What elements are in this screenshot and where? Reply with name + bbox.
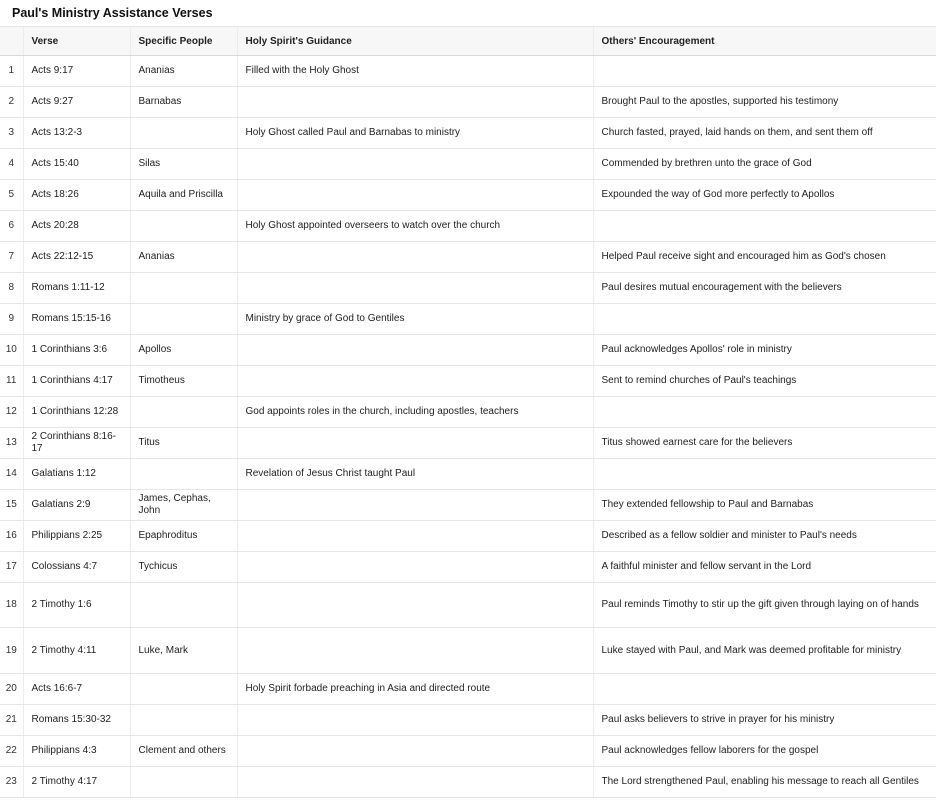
verse-cell[interactable]: 2 Corinthians 8:16-17 bbox=[23, 428, 130, 459]
people-cell[interactable] bbox=[130, 583, 237, 628]
people-cell[interactable]: Epaphroditus bbox=[130, 521, 237, 552]
sheet-title: Paul's Ministry Assistance Verses bbox=[12, 6, 213, 20]
table-row bbox=[0, 397, 936, 428]
guidance-cell[interactable] bbox=[237, 242, 593, 273]
sheet-title-bar bbox=[0, 0, 936, 27]
table-row bbox=[0, 521, 936, 552]
guidance-cell[interactable] bbox=[237, 428, 593, 459]
verse-cell[interactable]: 2 Timothy 4:17 bbox=[23, 767, 130, 798]
verse-cell[interactable]: Romans 1:11-12 bbox=[23, 273, 130, 304]
table-row bbox=[0, 366, 936, 397]
people-cell[interactable]: Barnabas bbox=[130, 87, 237, 118]
verse-cell[interactable]: Acts 16:6-7 bbox=[23, 674, 130, 705]
row-number[interactable]: 17 bbox=[0, 552, 23, 583]
table-row bbox=[0, 211, 936, 242]
guidance-cell[interactable]: Holy Spirit forbade preaching in Asia and directed route bbox=[237, 674, 593, 705]
verse-cell[interactable]: 1 Corinthians 12:28 bbox=[23, 397, 130, 428]
encouragement-cell[interactable]: A faithful minister and fellow servant in the Lord bbox=[593, 552, 936, 583]
people-cell[interactable] bbox=[130, 674, 237, 705]
guidance-cell[interactable] bbox=[237, 335, 593, 366]
guidance-cell[interactable] bbox=[237, 87, 593, 118]
encouragement-cell[interactable] bbox=[593, 397, 936, 428]
table-row bbox=[0, 87, 936, 118]
encouragement-cell[interactable] bbox=[593, 211, 936, 242]
people-cell[interactable] bbox=[130, 705, 237, 736]
people-cell[interactable]: Timotheus bbox=[130, 366, 237, 397]
row-number[interactable]: 10 bbox=[0, 335, 23, 366]
table-row bbox=[0, 118, 936, 149]
table-row bbox=[0, 628, 936, 674]
people-cell[interactable]: Clement and others bbox=[130, 736, 237, 767]
people-cell[interactable] bbox=[130, 273, 237, 304]
verse-cell[interactable]: Acts 22:12-15 bbox=[23, 242, 130, 273]
row-number[interactable]: 13 bbox=[0, 428, 23, 459]
encouragement-cell[interactable] bbox=[593, 674, 936, 705]
row-number[interactable]: 8 bbox=[0, 273, 23, 304]
header-row bbox=[0, 27, 936, 56]
row-number[interactable]: 14 bbox=[0, 459, 23, 490]
row-number[interactable]: 23 bbox=[0, 767, 23, 798]
verse-cell[interactable]: 2 Timothy 1:6 bbox=[23, 583, 130, 628]
guidance-cell[interactable]: Holy Ghost appointed overseers to watch over the church bbox=[237, 211, 593, 242]
guidance-cell[interactable] bbox=[237, 521, 593, 552]
guidance-cell[interactable] bbox=[237, 149, 593, 180]
people-cell[interactable] bbox=[130, 304, 237, 335]
verse-cell[interactable]: Acts 20:28 bbox=[23, 211, 130, 242]
encouragement-cell[interactable]: Paul acknowledges fellow laborers for the gospel bbox=[593, 736, 936, 767]
verse-cell[interactable]: 1 Corinthians 3:6 bbox=[23, 335, 130, 366]
guidance-cell[interactable] bbox=[237, 583, 593, 628]
table-row bbox=[0, 459, 936, 490]
people-cell[interactable]: Tychicus bbox=[130, 552, 237, 583]
table-row bbox=[0, 583, 936, 628]
table-row bbox=[0, 490, 936, 521]
row-number[interactable]: 21 bbox=[0, 705, 23, 736]
guidance-cell[interactable] bbox=[237, 366, 593, 397]
row-number[interactable]: 5 bbox=[0, 180, 23, 211]
verse-cell[interactable]: Acts 9:17 bbox=[23, 56, 130, 87]
guidance-cell[interactable]: God appoints roles in the church, including apostles, teachers bbox=[237, 397, 593, 428]
verse-cell[interactable]: Acts 15:40 bbox=[23, 149, 130, 180]
corner-cell[interactable] bbox=[0, 27, 23, 56]
row-number[interactable]: 22 bbox=[0, 736, 23, 767]
verse-cell[interactable]: Acts 13:2-3 bbox=[23, 118, 130, 149]
encouragement-cell[interactable]: Paul acknowledges Apollos' role in ministry bbox=[593, 335, 936, 366]
verse-cell[interactable]: Galatians 1:12 bbox=[23, 459, 130, 490]
guidance-cell[interactable]: Holy Ghost called Paul and Barnabas to ministry bbox=[237, 118, 593, 149]
header-holy-spirit-guidance[interactable]: Holy Spirit's Guidance bbox=[237, 27, 593, 56]
guidance-cell[interactable] bbox=[237, 736, 593, 767]
encouragement-cell[interactable]: They extended fellowship to Paul and Barnabas bbox=[593, 490, 936, 521]
verse-cell[interactable]: Colossians 4:7 bbox=[23, 552, 130, 583]
row-number[interactable]: 18 bbox=[0, 583, 23, 628]
verse-cell[interactable]: Romans 15:15-16 bbox=[23, 304, 130, 335]
encouragement-cell[interactable]: Helped Paul receive sight and encouraged him as God's chosen bbox=[593, 242, 936, 273]
header-verse[interactable]: Verse bbox=[23, 27, 130, 56]
table-row bbox=[0, 674, 936, 705]
verse-cell[interactable]: Acts 18:26 bbox=[23, 180, 130, 211]
verses-table bbox=[0, 27, 936, 798]
header-specific-people[interactable]: Specific People bbox=[130, 27, 237, 56]
verse-cell[interactable]: 2 Timothy 4:11 bbox=[23, 628, 130, 674]
people-cell[interactable] bbox=[130, 767, 237, 798]
table-row bbox=[0, 736, 936, 767]
people-cell[interactable]: Aquila and Priscilla bbox=[130, 180, 237, 211]
verse-cell[interactable]: Galatians 2:9 bbox=[23, 490, 130, 521]
guidance-cell[interactable] bbox=[237, 273, 593, 304]
table-row bbox=[0, 242, 936, 273]
row-number[interactable]: 1 bbox=[0, 56, 23, 87]
encouragement-cell[interactable] bbox=[593, 304, 936, 335]
table-row bbox=[0, 767, 936, 798]
people-cell[interactable]: Ananias bbox=[130, 242, 237, 273]
row-number[interactable]: 12 bbox=[0, 397, 23, 428]
row-number[interactable]: 16 bbox=[0, 521, 23, 552]
row-number[interactable]: 6 bbox=[0, 211, 23, 242]
people-cell[interactable] bbox=[130, 211, 237, 242]
header-others-encouragement[interactable]: Others' Encouragement bbox=[593, 27, 936, 56]
encouragement-cell[interactable]: Titus showed earnest care for the believers bbox=[593, 428, 936, 459]
row-number[interactable]: 19 bbox=[0, 628, 23, 674]
encouragement-cell[interactable]: Brought Paul to the apostles, supported his testimony bbox=[593, 87, 936, 118]
verse-cell[interactable]: Acts 9:27 bbox=[23, 87, 130, 118]
verse-cell[interactable]: Philippians 2:25 bbox=[23, 521, 130, 552]
people-cell[interactable]: Luke, Mark bbox=[130, 628, 237, 674]
encouragement-cell[interactable]: Commended by brethren unto the grace of God bbox=[593, 149, 936, 180]
table-row bbox=[0, 56, 936, 87]
encouragement-cell[interactable]: The Lord strengthened Paul, enabling his message to reach all Gentiles bbox=[593, 767, 936, 798]
people-cell[interactable]: Ananias bbox=[130, 56, 237, 87]
row-number[interactable]: 4 bbox=[0, 149, 23, 180]
guidance-cell[interactable] bbox=[237, 490, 593, 521]
people-cell[interactable] bbox=[130, 397, 237, 428]
guidance-cell[interactable]: Filled with the Holy Ghost bbox=[237, 56, 593, 87]
row-number[interactable]: 11 bbox=[0, 366, 23, 397]
encouragement-cell[interactable]: Luke stayed with Paul, and Mark was deemed profitable for ministry bbox=[593, 628, 936, 674]
row-number[interactable]: 2 bbox=[0, 87, 23, 118]
encouragement-cell[interactable]: Sent to remind churches of Paul's teachings bbox=[593, 366, 936, 397]
encouragement-cell[interactable]: Paul asks believers to strive in prayer for his ministry bbox=[593, 705, 936, 736]
encouragement-cell[interactable]: Described as a fellow soldier and minister to Paul's needs bbox=[593, 521, 936, 552]
people-cell[interactable] bbox=[130, 459, 237, 490]
table-row bbox=[0, 705, 936, 736]
guidance-cell[interactable]: Revelation of Jesus Christ taught Paul bbox=[237, 459, 593, 490]
table-row bbox=[0, 304, 936, 335]
encouragement-cell[interactable] bbox=[593, 56, 936, 87]
guidance-cell[interactable] bbox=[237, 628, 593, 674]
row-number[interactable]: 3 bbox=[0, 118, 23, 149]
people-cell[interactable] bbox=[130, 118, 237, 149]
guidance-cell[interactable] bbox=[237, 705, 593, 736]
encouragement-cell[interactable]: Expounded the way of God more perfectly to Apollos bbox=[593, 180, 936, 211]
people-cell[interactable]: Apollos bbox=[130, 335, 237, 366]
people-cell[interactable]: James, Cephas, John bbox=[130, 490, 237, 521]
table-row bbox=[0, 552, 936, 583]
guidance-cell[interactable]: Ministry by grace of God to Gentiles bbox=[237, 304, 593, 335]
table-row bbox=[0, 149, 936, 180]
people-cell[interactable]: Titus bbox=[130, 428, 237, 459]
row-number[interactable]: 9 bbox=[0, 304, 23, 335]
table-row bbox=[0, 335, 936, 366]
encouragement-cell[interactable]: Church fasted, prayed, laid hands on them, and sent them off bbox=[593, 118, 936, 149]
guidance-cell[interactable] bbox=[237, 552, 593, 583]
encouragement-cell[interactable]: Paul desires mutual encouragement with the believers bbox=[593, 273, 936, 304]
encouragement-cell[interactable] bbox=[593, 459, 936, 490]
row-number[interactable]: 7 bbox=[0, 242, 23, 273]
guidance-cell[interactable] bbox=[237, 180, 593, 211]
verse-cell[interactable]: 1 Corinthians 4:17 bbox=[23, 366, 130, 397]
table-row bbox=[0, 428, 936, 459]
table-row bbox=[0, 180, 936, 211]
row-number[interactable]: 15 bbox=[0, 490, 23, 521]
people-cell[interactable]: Silas bbox=[130, 149, 237, 180]
verse-cell[interactable]: Philippians 4:3 bbox=[23, 736, 130, 767]
row-number[interactable]: 20 bbox=[0, 674, 23, 705]
verse-cell[interactable]: Romans 15:30-32 bbox=[23, 705, 130, 736]
guidance-cell[interactable] bbox=[237, 767, 593, 798]
table-row bbox=[0, 273, 936, 304]
encouragement-cell[interactable]: Paul reminds Timothy to stir up the gift given through laying on of hands bbox=[593, 583, 936, 628]
